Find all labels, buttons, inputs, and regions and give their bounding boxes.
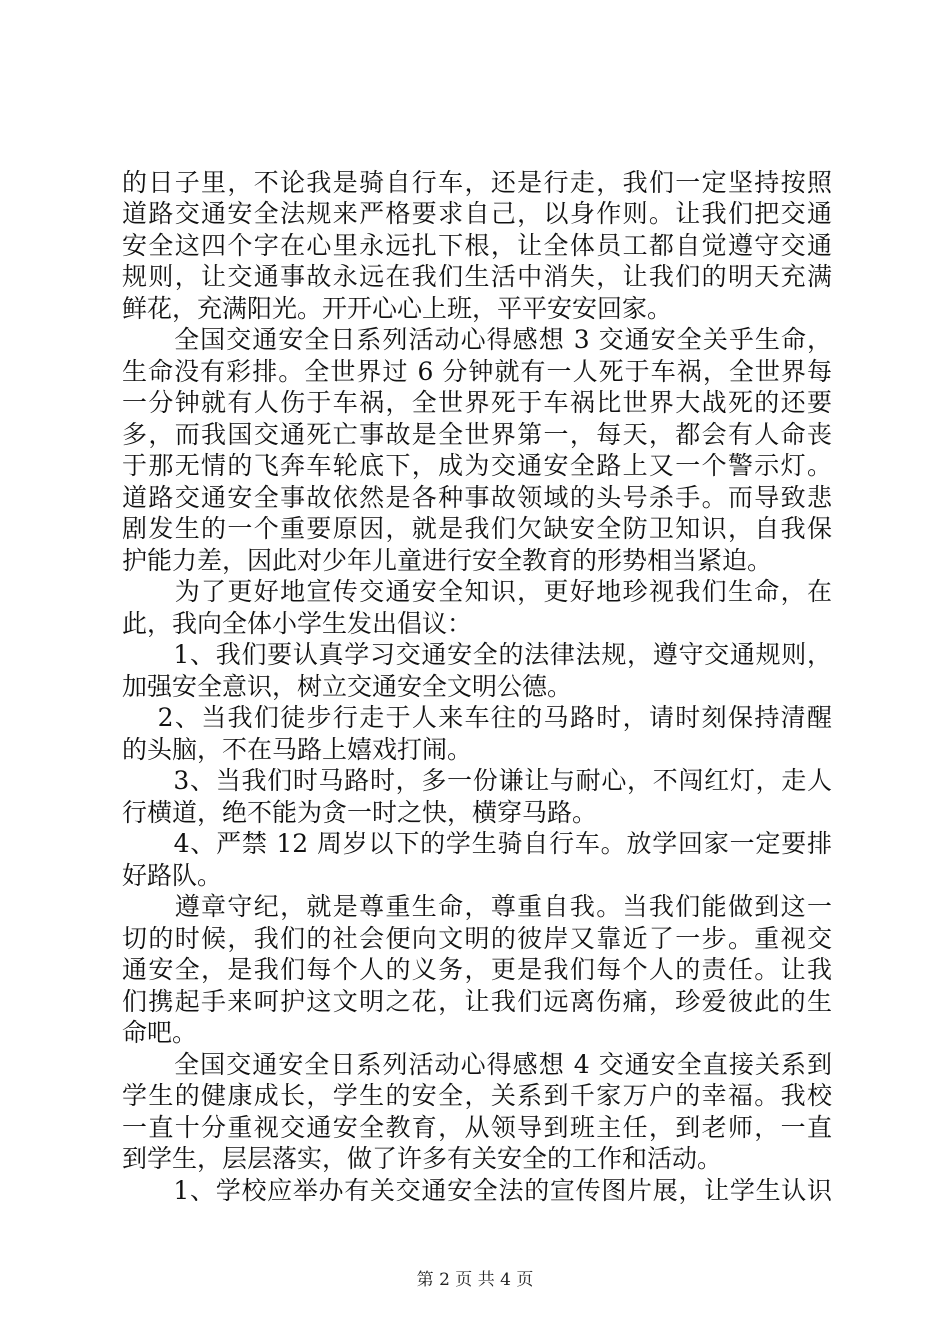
text-line: 道路交通安全事故依然是各种事故领域的头号杀手。而导致悲 xyxy=(122,483,832,512)
text-line: 命吧。 xyxy=(122,1018,198,1047)
text-line: 剧发生的一个重要原因，就是我们欠缺安全防卫知识，自我保 xyxy=(122,514,832,543)
text-line: 的头脑，不在马路上嬉戏打闹。 xyxy=(122,735,473,764)
text-line: 4、严禁 12 周岁以下的学生骑自行车。放学回家一定要排 xyxy=(122,829,832,858)
text-line: 到学生，层层落实，做了许多有关安全的工作和活动。 xyxy=(122,1144,723,1173)
text-line: 1、学校应举办有关交通安全法的宣传图片展，让学生认识 xyxy=(122,1176,832,1205)
text-line: 全国交通安全日系列活动心得感想 3 交通安全关乎生命， xyxy=(122,325,832,354)
text-line: 多，而我国交通死亡事故是全世界第一，每天，都会有人命丧 xyxy=(122,420,832,449)
text-line: 通安全，是我们每个人的义务，更是我们每个人的责任。让我 xyxy=(122,955,832,984)
text-line: 道路交通安全法规来严格要求自己，以身作则。让我们把交通 xyxy=(122,199,832,228)
text-line: 的日子里，不论我是骑自行车，还是行走，我们一定坚持按照 xyxy=(122,168,832,197)
text-line: 此，我向全体小学生发出倡议： xyxy=(122,609,473,638)
text-line: 安全这四个字在心里永远扎下根，让全体员工都自觉遵守交通 xyxy=(122,231,832,260)
text-line: 全国交通安全日系列活动心得感想 4 交通安全直接关系到 xyxy=(122,1050,832,1079)
text-line: 3、当我们时马路时，多一份谦让与耐心，不闯红灯，走人 xyxy=(122,766,832,795)
text-line: 好路队。 xyxy=(122,861,223,890)
text-line: 于那无情的飞奔车轮底下，成为交通安全路上又一个警示灯。 xyxy=(122,451,832,480)
text-line: 们携起手来呵护这文明之花，让我们远离伤痛，珍爱彼此的生 xyxy=(122,987,832,1016)
text-line: 行横道，绝不能为贪一时之快，横穿马路。 xyxy=(122,798,598,827)
text-line: 切的时候，我们的社会便向文明的彼岸又靠近了一步。重视交 xyxy=(122,924,832,953)
text-line: 生命没有彩排。全世界过 6 分钟就有一人死于车祸，全世界每 xyxy=(122,357,832,386)
text-line: 学生的健康成长，学生的安全，关系到千家万户的幸福。我校 xyxy=(122,1081,832,1110)
text-line: 护能力差，因此对少年儿童进行安全教育的形势相当紧迫。 xyxy=(122,546,773,575)
text-line: 加强安全意识，树立交通安全文明公德。 xyxy=(122,672,573,701)
text-line: 2、当我们徒步行走于人来车往的马路时，请时刻保持清醒 xyxy=(122,703,832,732)
text-line: 为了更好地宣传交通安全知识，更好地珍视我们生命，在 xyxy=(122,577,832,606)
text-line: 遵章守纪，就是尊重生命，尊重自我。当我们能做到这一 xyxy=(122,892,832,921)
text-line: 1、我们要认真学习交通安全的法律法规，遵守交通规则， xyxy=(122,640,832,669)
text-line: 一分钟就有人伤于车祸，全世界死于车祸比世界大战死的还要 xyxy=(122,388,832,417)
text-line: 规则，让交通事故永远在我们生活中消失，让我们的明天充满 xyxy=(122,262,832,291)
text-line: 鲜花，充满阳光。开开心心上班，平平安安回家。 xyxy=(122,294,673,323)
text-line: 一直十分重视交通安全教育，从领导到班主任，到老师，一直 xyxy=(122,1113,832,1142)
page-footer: 第 2 页 共 4 页 xyxy=(416,1270,534,1290)
